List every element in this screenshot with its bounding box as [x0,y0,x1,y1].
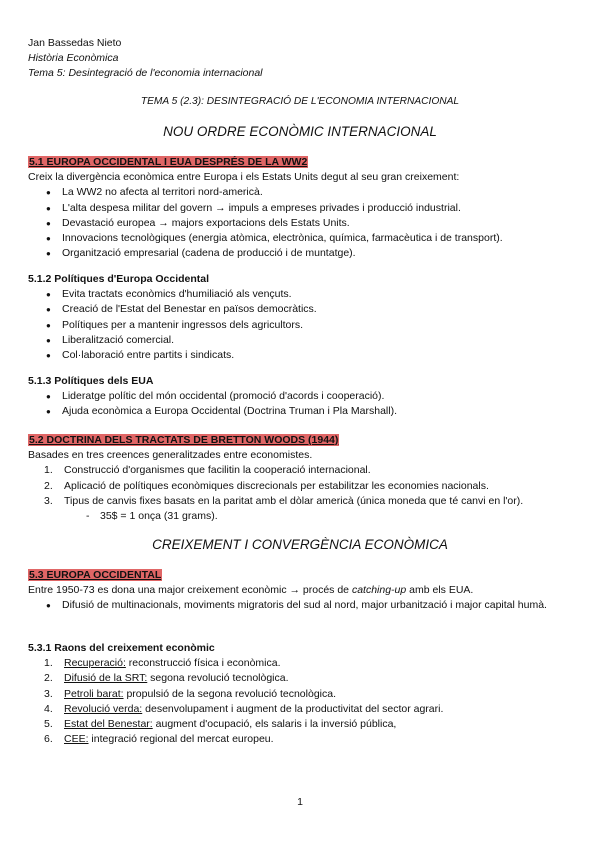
item-number: 4. [44,702,53,715]
list-item: ● Innovacions tecnològiques (energia atòmica, electrònica, química, farmacèutica i de transport). [28,231,576,246]
section-5-2 [28,433,576,524]
sub-item-text: 35$ = 1 onça (31 grams). [100,510,218,523]
list-item [28,717,576,732]
section-title-1: NOU ORDRE ECONÒMIC INTERNACIONAL [163,124,437,139]
intro-5-2: Basades en tres creences generalitzades entre economistes. [28,449,313,462]
section-5-1-2 [28,272,576,363]
list-item [28,656,576,671]
list-item [28,671,576,686]
item-number: 1. [44,464,53,477]
item-text: integració regional del mercat europeu. [88,733,274,746]
section-5-1-3 [28,374,576,420]
item-text: Construcció d'organismes que facilitin la cooperació internacional. [64,464,371,477]
section-5-3 [28,568,576,614]
list-item: ● Ajuda econòmica a Europa Occidental (Doctrina Truman i Pla Marshall). [28,404,576,419]
list-item: ● Creació de l'Estat del Benestar en països democràtics. [28,302,576,317]
item-text: desenvolupament i augment de la productivitat del sector agrari. [142,702,444,715]
list-item: ● Difusió de multinacionals, moviments migratoris del sud al nord, major urbanització i major capital humà. [28,598,576,613]
list-5-3 [28,598,576,613]
heading-5-1-2: 5.1.2 Polítiques d'Europa Occidental [28,273,210,285]
heading-5-1-3: 5.1.3 Polítiques dels EUA [28,375,154,387]
dash-marker: - [86,510,90,523]
list-item: ● L'alta despesa militar del govern → impuls a empreses privades i producció industrial. [28,201,576,216]
intro-text-end: amb els EUA. [406,584,474,597]
sub-list-item [28,509,576,524]
section-5-1 [28,155,576,261]
list-item: ● Evita tractats econòmics d'humiliació als vençuts. [28,287,576,302]
list-item: ● Liberalització comercial. [28,333,576,348]
item-term: Difusió de la SRT: [64,672,148,685]
page-number: 1 [297,796,303,808]
intro-emphasis: catching-up [351,584,407,597]
list-5-2 [28,463,576,509]
item-text: reconstrucció física i econòmica. [125,657,281,670]
list-item [28,494,576,509]
list-item [28,687,576,702]
list-item: ● Devastació europea → majors exportacions dels Estats Units. [28,216,576,231]
item-text: segona revolució tecnològica. [147,672,289,685]
section-5-3-1 [28,641,576,747]
author-name: Jan Bassedas Nieto [28,37,122,49]
item-term: Estat del Benestar: [64,718,153,731]
list-item [28,479,576,494]
heading-5-3-1: 5.3.1 Raons del creixement econòmic [28,642,215,654]
document-header [28,36,263,81]
item-term: CEE: [64,733,89,746]
list-5-1-2 [28,287,576,363]
list-5-1 [28,185,576,261]
item-term: Petroli barat: [64,687,124,700]
item-text: propulsió de la segona revolució tecnològica. [123,687,337,700]
list-item [28,702,576,717]
heading-5-2: 5.2 DOCTRINA DELS TRACTATS DE BRETTON WOODS (1944) [29,434,339,446]
item-term: Revolució verda: [64,702,143,715]
item-text: Tipus de canvis fixes basats en la paritat amb el dòlar americà (única moneda que té canvi en l'or). [64,494,524,507]
list-5-1-3 [28,389,576,419]
item-number: 6. [44,733,53,746]
list-item: ● Polítiques per a mantenir ingressos dels agricultors. [28,318,576,333]
section-title-2: CREIXEMENT I CONVERGÈNCIA ECONÒMICA [152,537,448,552]
item-number: 3. [44,687,53,700]
item-text: augment d'ocupació, els salaris i la inversió pública, [152,718,397,731]
item-text: Aplicació de polítiques econòmiques discrecionals per estabilitzar les economies nacionals. [64,479,489,492]
list-item [28,463,576,478]
intro-5-3 [28,583,576,598]
list-item: ● Organització empresarial (cadena de producció i de muntatge). [28,246,576,261]
intro-5-1: Creix la divergència econòmica entre Europa i els Estats Units degut al seu gran creixement: [28,171,460,184]
topic-name: Tema 5: Desintegració de l'economia internacional [28,67,263,79]
list-item: ● Lideratge polític del món occidental (promoció d'acords i cooperació). [28,389,576,404]
item-number: 5. [44,718,53,731]
list-item: ● La WW2 no afecta al territori nord-americà. [28,185,576,200]
list-item [28,732,576,747]
item-number: 2. [44,672,53,685]
intro-text: Entre 1950-73 es dona una major creixement econòmic → procés de [28,584,352,597]
list-5-3-1 [28,656,576,747]
item-number: 3. [44,494,53,507]
item-number: 2. [44,479,53,492]
list-item: ● Col·laboració entre partits i sindicats. [28,348,576,363]
heading-5-1: 5.1 EUROPA OCCIDENTAL I EUA DESPRÉS DE LA WW2 [29,156,308,168]
heading-5-3: 5.3 EUROPA OCCIDENTAL [29,569,162,581]
item-number: 1. [44,657,53,670]
item-term: Recuperació: [64,657,126,670]
course-name: Història Econòmica [28,52,119,64]
document-title: TEMA 5 (2.3): DESINTEGRACIÓ DE L'ECONOMIA INTERNACIONAL [140,96,460,107]
